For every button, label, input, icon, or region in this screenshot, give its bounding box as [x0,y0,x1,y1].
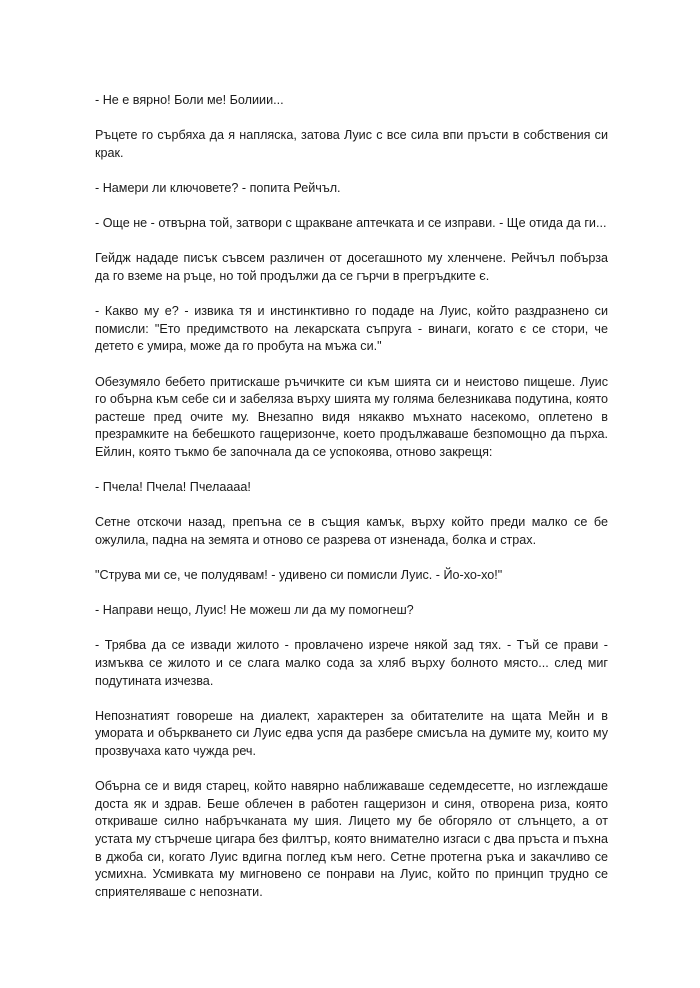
paragraph-4: - Още не - отвърна той, затвори с щракване аптечката и се изправи. - Ще отида да ги... [95,216,607,231]
paragraph-11: - Направи нещо, Луис! Не можеш ли да му помогнеш? [95,603,414,618]
paragraph-3: - Намери ли ключовете? - попита Рейчъл. [95,180,341,195]
body-text [95,92,608,919]
paragraph-5: Гейдж нададе писък съвсем различен от досегашното му хленчене. Рейчъл побърза да го вземе на ръце, но той продължи да се гърчи в прегръдките є. [95,251,608,283]
paragraph-2: Ръцете го сърбяха да я напляска, затова Луис с все сила впи пръсти в собствения си крак. [95,128,608,160]
paragraph-7: Обезумяло бебето притискаше ръчичките си към шията си и неистово пищеше. Луис го обърна към себе си и забеляза върху шията му голяма белезникава подутина, която растеше пред очите му. Внезапно видя някакво мъхнато насекомо, оплетено в презрамките на бебешкото гащеризонче, което продължаваше безпомощно да пърха. Ейлин, която тъкмо бе започнала да се успокоява, отново закрещя: [95,374,608,459]
paragraph-14: Обърна се и видя старец, който навярно наближаваше седемдесетте, но изглеждаше доста як и здрав. Беше облечен в работен гащеризон и синя, отворена риза, която откриваше силно набръчканата му шия. Лицето му бе обгоряло от слънцето, а от устата му стърчеше цигара без филтър, която внимателно изгаси с два пръста и пъхна в джоба си, когато Луис вдигна поглед към него. Сетне протегна ръка и закачливо се усмихна. Усмивката му мигновено се понрави на Луис, който по принцип трудно се сприятеляваше с непознати. [95,779,608,899]
paragraph-10: "Струва ми се, че полудявам! - удивено си помисли Луис. - Йо-хо-хо!" [95,568,503,583]
paragraph-6: - Какво му е? - извика тя и инстинктивно го подаде на Луис, който раздразнено си помисли: "Ето предимството на лекарската съпруга - винаги, когато є се стори, че детето є умира, може да го пробута на мъжа си." [95,304,608,354]
paragraph-13: Непознатият говореше на диалект, характерен за обитателите на щата Мейн и в умората и объркването си Луис едва успя да разбере смисъла на думите му, които му прозвучаха като чужда реч. [95,708,608,758]
paragraph-12: - Трябва да се извади жилото - провлачено изрече някой зад тях. - Тъй се прави - измъква се жилото и се слага малко сода за хляб върху болното място... след миг подутината изчезва. [95,638,608,688]
paragraph-1: - Не е вярно! Боли ме! Болиии... [95,93,284,107]
paragraph-8: - Пчела! Пчела! Пчелаааа! [95,480,251,495]
paragraph-9: Сетне отскочи назад, препъна се в същия камък, върху който преди малко се бе ожулила, падна на земята и отново се разрева от изненада, болка и страх. [95,515,608,547]
